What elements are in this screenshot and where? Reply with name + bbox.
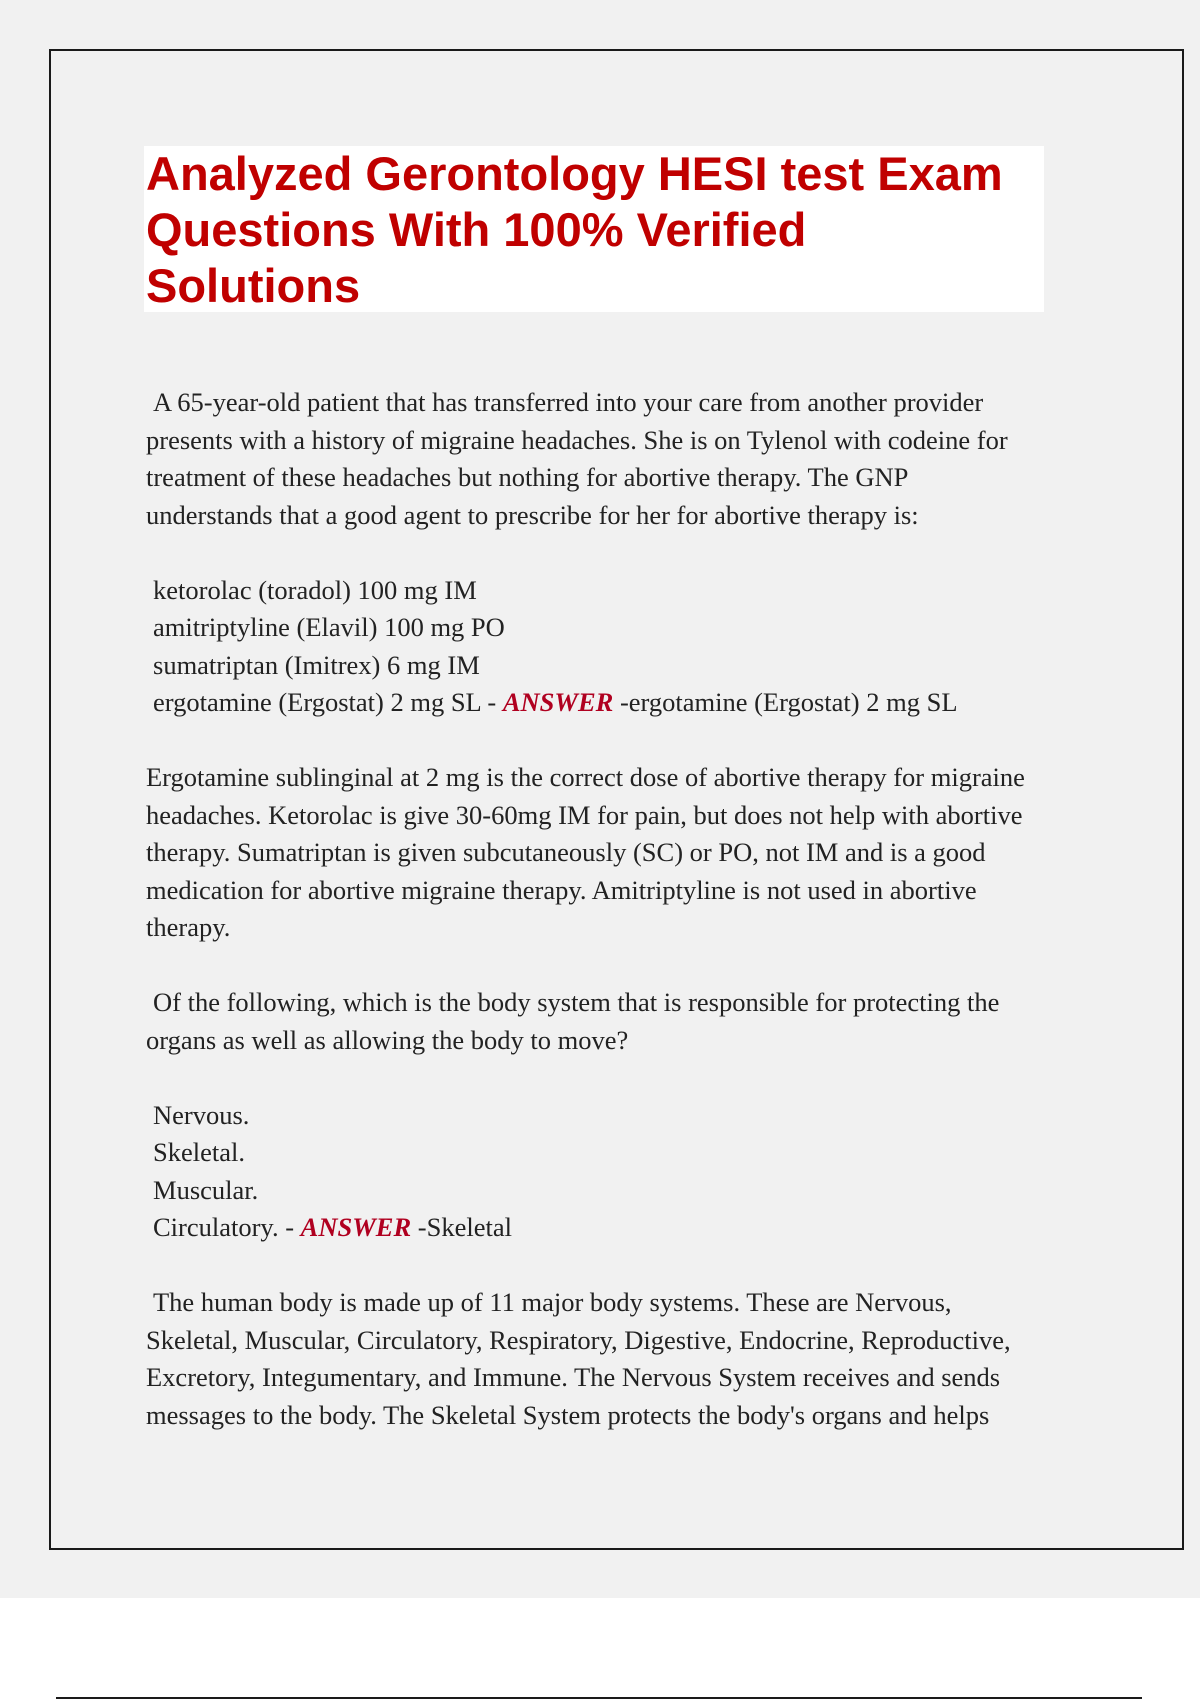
- question-2-rationale: [146, 1284, 1091, 1434]
- option-item: amitriptyline (Elavil) 100 mg PO: [153, 612, 505, 642]
- rationale-line: messages to the body. The Skeletal System protects the body's organs and helps: [146, 1399, 990, 1430]
- option-item-with-answer: [146, 1209, 1091, 1247]
- stem-line: treatment of these headaches but nothing for abortive therapy. The GNP: [146, 462, 909, 492]
- answer-text: -Skeletal: [411, 1212, 512, 1242]
- answer-text: -ergotamine (Ergostat) 2 mg SL: [613, 687, 958, 717]
- rationale-line: headaches. Ketorolac is give 30-60mg IM for pain, but does not help with abortive: [146, 799, 1023, 830]
- option-item: Nervous.: [153, 1099, 250, 1130]
- answer-label: ANSWER: [502, 687, 614, 717]
- answer-label: ANSWER: [300, 1212, 412, 1242]
- rationale-line: Excretory, Integumentary, and Immune. The Nervous System receives and sends: [146, 1362, 1001, 1392]
- rationale-line: Ergotamine sublinginal at 2 mg is the correct dose of abortive therapy for migraine: [146, 762, 1025, 792]
- title-line: Solutions: [146, 259, 361, 312]
- question-2-options: [146, 1097, 1091, 1247]
- rationale-line: Skeletal, Muscular, Circulatory, Respiratory, Digestive, Endocrine, Reproductive,: [146, 1324, 1011, 1355]
- rationale-line: The human body is made up of 11 major body systems. These are Nervous,: [153, 1287, 952, 1317]
- rationale-line: medication for abortive migraine therapy. Amitriptyline is not used in abortive: [146, 874, 977, 905]
- question-2-stem: [146, 984, 1091, 1059]
- option-item: Muscular.: [153, 1174, 259, 1205]
- stem-line: presents with a history of migraine headaches. She is on Tylenol with codeine for: [146, 424, 1008, 455]
- title-line: Questions With 100% Verified: [146, 203, 807, 256]
- document-title: [146, 146, 1026, 314]
- option-item: ketorolac (toradol) 100 mg IM: [153, 574, 477, 605]
- stem-line: organs as well as allowing the body to move?: [146, 1024, 629, 1055]
- option-item: Skeletal.: [153, 1137, 245, 1167]
- option-item: sumatriptan (Imitrex) 6 mg IM: [153, 649, 480, 680]
- footer-divider: [56, 1697, 1142, 1699]
- stem-line: Of the following, which is the body system that is responsible for protecting the: [153, 987, 1000, 1017]
- rationale-line: therapy. Sumatriptan is given subcutaneously (SC) or PO, not IM and is a good: [146, 837, 986, 867]
- rationale-line: therapy.: [146, 912, 231, 942]
- stem-line: A 65-year-old patient that has transferred into your care from another provider: [153, 387, 984, 417]
- stem-line: understands that a good agent to prescribe for her for abortive therapy is:: [146, 499, 919, 530]
- question-1-rationale: [146, 759, 1091, 947]
- option-text: Circulatory. -: [153, 1212, 301, 1242]
- option-item-with-answer: [146, 684, 1091, 722]
- question-1-options: [146, 572, 1091, 722]
- option-text: ergotamine (Ergostat) 2 mg SL -: [153, 687, 503, 717]
- question-1-stem: [146, 384, 1091, 534]
- document-body: [146, 384, 1091, 1472]
- title-line: Analyzed Gerontology HESI test Exam: [146, 147, 1003, 200]
